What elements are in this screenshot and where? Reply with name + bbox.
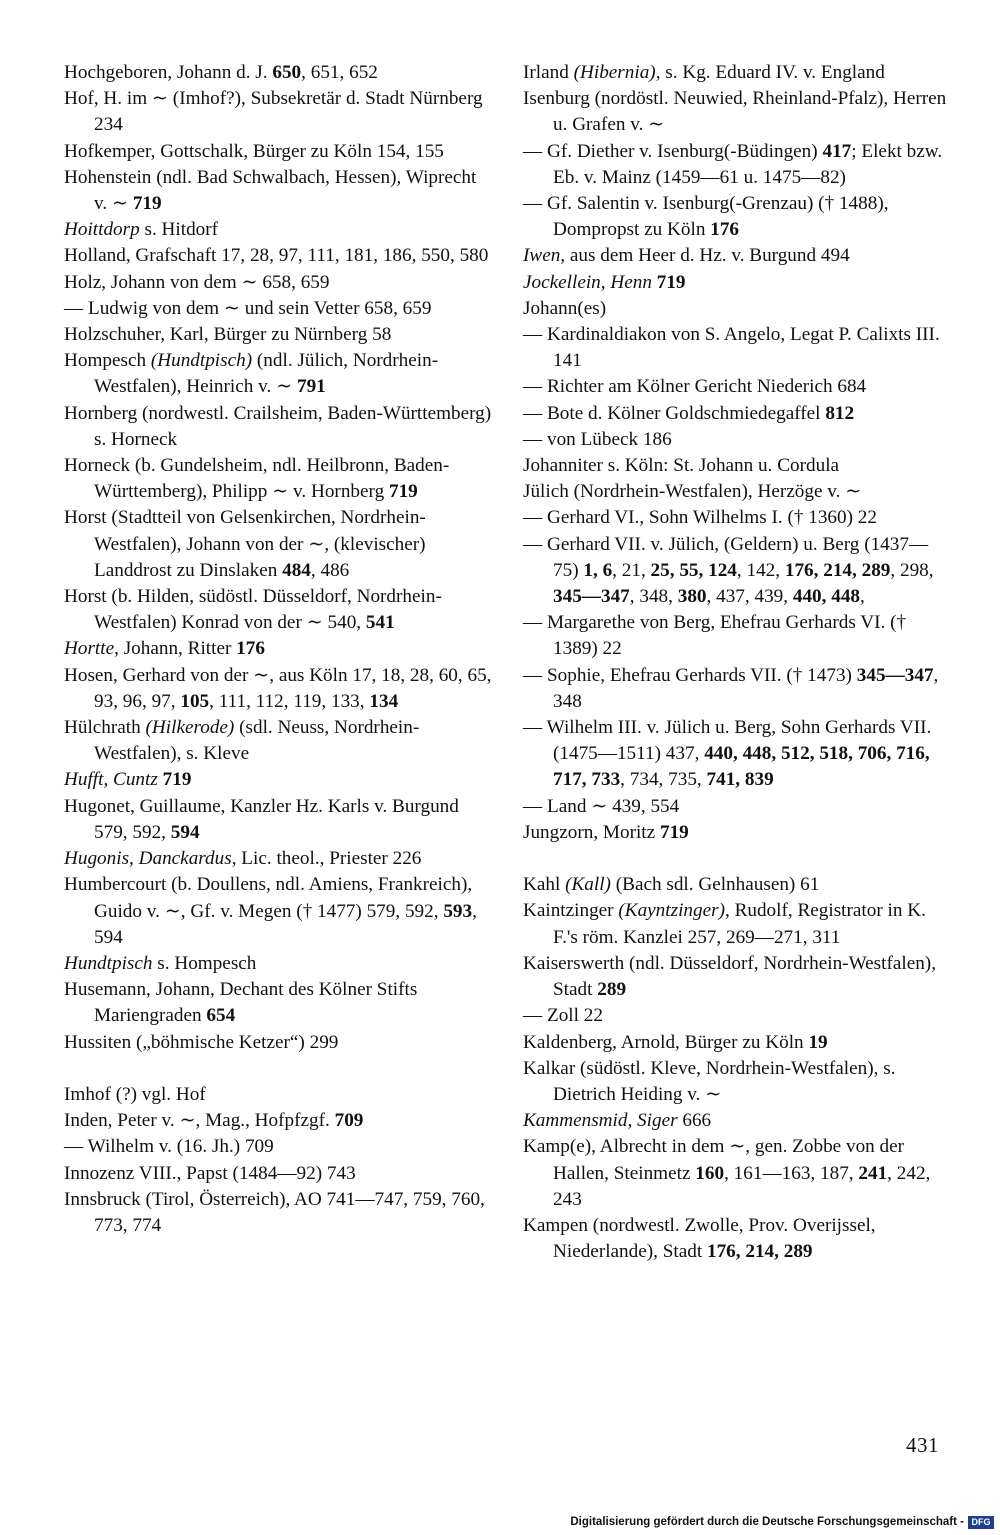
entry-text: Kaldenberg, Arnold, Bürger zu Köln xyxy=(523,1031,809,1053)
entry-text: Kalkar (südöstl. Kleve, Nordrhein-Westfalen), s. Dietrich Heiding v. ∼ xyxy=(523,1057,896,1105)
entry-text: Hochgeboren, Johann d. J. xyxy=(64,62,273,83)
entry-text: Hoittdorp xyxy=(64,219,140,241)
entry-text: Humbercourt (b. Doullens, ndl. Amiens, Frankreich), Guido v. ∼, Gf. v. Megen († 1477) 579, 592, xyxy=(64,874,473,922)
entry-text: Hugonet, Guillaume, Kanzler Hz. Karls v. Burgund 579, 592, xyxy=(64,795,459,843)
index-entry xyxy=(64,217,494,243)
index-entry xyxy=(523,191,951,243)
entry-text: 741, 839 xyxy=(706,769,774,791)
entry-text: , 298, xyxy=(890,559,934,581)
entry-text: 719 xyxy=(132,193,162,215)
entry-text: Hussiten („böhmische Ketzer“) 299 xyxy=(64,1031,339,1053)
entry-text: 134 xyxy=(369,690,399,712)
index-entry xyxy=(64,1134,494,1160)
entry-text: 105 xyxy=(180,690,210,712)
index-entry xyxy=(523,872,951,898)
page-number: 431 xyxy=(906,1433,939,1457)
index-entry xyxy=(64,846,494,872)
entry-text: 160 xyxy=(695,1162,725,1184)
index-entry xyxy=(64,401,494,453)
index-entry xyxy=(523,427,951,453)
index-entry xyxy=(64,1161,494,1187)
index-entry xyxy=(64,322,494,348)
index-entry xyxy=(64,243,494,269)
entry-text: Hortte xyxy=(64,638,115,660)
entry-text: — Richter am Kölner Gericht Niederich 684 xyxy=(523,376,867,398)
entry-text: Hosen, Gerhard von der ∼, aus Köln 17, 18, 28, 60, 65, 93, 96, 97, xyxy=(64,664,492,712)
entry-text: Holz, Johann von dem ∼ 658, 659 xyxy=(64,271,330,293)
entry-text: Hornberg (nordwestl. Crailsheim, Baden-Württemberg) s. Horneck xyxy=(64,402,492,450)
entry-text: Innsbruck (Tirol, Österreich), AO 741—747, 759, 760, 773, 774 xyxy=(64,1188,485,1236)
index-entry xyxy=(64,767,494,793)
entry-text: , 21, xyxy=(612,559,651,581)
entry-text: , 111, 112, 119, 133, xyxy=(209,690,370,712)
entry-text: Kampen (nordwestl. Zwolle, Prov. Overijssel, Niederlande), Stadt xyxy=(523,1214,876,1263)
index-entry xyxy=(523,951,951,1003)
entry-text: Isenburg (nordöstl. Neuwied, Rheinland-Pfalz), Herren u. Grafen v. ∼ xyxy=(523,88,947,136)
entry-text: 650 xyxy=(272,62,302,83)
entry-text: 654 xyxy=(206,1005,236,1027)
entry-text: 25, 55, 124 xyxy=(650,559,737,581)
entry-text: Holzschuher, Karl, Bürger zu Nürnberg 58 xyxy=(64,324,392,346)
entry-text: 719 xyxy=(656,271,686,293)
index-entry xyxy=(523,139,951,191)
index-entry xyxy=(523,610,951,662)
entry-text: Innozenz VIII., Papst (1484—92) 743 xyxy=(64,1162,356,1184)
entry-text: Hülchrath xyxy=(64,717,146,739)
index-entry xyxy=(523,243,951,269)
index-entry xyxy=(523,479,951,505)
index-entry xyxy=(523,1003,951,1029)
entry-text: s. Hompesch xyxy=(152,952,257,974)
entry-text: Imhof (?) vgl. Hof xyxy=(64,1083,206,1105)
index-entry xyxy=(523,453,951,479)
index-entry xyxy=(64,60,494,86)
entry-text: (Bach sdl. Gelnhausen) 61 xyxy=(610,874,820,896)
entry-text: Husemann, Johann, Dechant des Kölner Stifts Mariengraden xyxy=(64,979,418,1027)
entry-text: , Lic. theol., Priester 226 xyxy=(231,848,422,870)
entry-text: 709 xyxy=(334,1110,364,1132)
index-entry xyxy=(523,60,951,86)
entry-text: , 437, 439, xyxy=(706,586,793,608)
index-entry xyxy=(64,1082,494,1108)
entry-text: Irland xyxy=(523,62,574,83)
entry-text: — Kardinaldiakon von S. Angelo, Legat P. Calixts III. 141 xyxy=(523,324,940,372)
index-entry xyxy=(64,505,494,584)
index-entry xyxy=(523,663,951,715)
entry-text: 440, 448, 512, 518, 706, 716, 717, 733 xyxy=(553,743,930,791)
entry-text: ; Elekt bzw. Eb. v. Mainz (1459—61 u. 1475—82) xyxy=(553,140,943,188)
index-entry xyxy=(64,453,494,505)
entry-text: , aus dem Heer d. Hz. v. Burgund 494 xyxy=(560,245,850,267)
entry-text: Kaintzinger xyxy=(523,900,619,922)
index-entry xyxy=(64,794,494,846)
entry-text: 666 xyxy=(677,1110,712,1132)
entry-text: Holland, Grafschaft 17, 28, 97, 111, 181, 186, 550, 580 xyxy=(64,245,489,267)
entry-text: Horneck (b. Gundelsheim, ndl. Heilbronn, Baden-Württemberg), Philipp ∼ v. Hornberg xyxy=(64,455,450,503)
index-entry xyxy=(523,715,951,794)
entry-text: 176 xyxy=(236,638,265,660)
entry-text: 345—347 xyxy=(553,586,630,608)
index-entry xyxy=(64,296,494,322)
entry-text: 176, 214, 289 xyxy=(784,559,891,581)
index-entry xyxy=(64,1108,494,1134)
entry-text: — Gf. Diether v. Isenburg(-Büdingen) xyxy=(523,140,823,162)
entry-text: Hompesch xyxy=(64,350,151,372)
index-column-left xyxy=(64,60,494,1239)
entry-text: s. Hitdorf xyxy=(139,219,219,241)
entry-text: — Wilhelm v. (16. Jh.) 709 xyxy=(64,1136,274,1158)
index-entry xyxy=(64,951,494,977)
entry-text: 289 xyxy=(597,979,627,1001)
entry-text: Hohenstein (ndl. Bad Schwalbach, Hessen), Wiprecht v. ∼ xyxy=(64,166,477,215)
entry-text: Inden, Peter v. ∼, Mag., Hofpfzgf. xyxy=(64,1110,335,1132)
index-entry xyxy=(523,1108,951,1134)
entry-text: , 161—163, 187, xyxy=(724,1162,859,1184)
entry-text: — von Lübeck 186 xyxy=(523,428,672,450)
index-entry xyxy=(64,1030,494,1056)
footer-text: Digitalisierung gefördert durch die Deutsche Forschungsgemeinschaft - xyxy=(570,1516,964,1528)
entry-text: 176 xyxy=(710,219,740,241)
index-entry xyxy=(523,270,951,296)
entry-text: 812 xyxy=(825,402,855,424)
entry-text: (Hibernia) xyxy=(573,62,656,83)
entry-text: — Gerhard VII. v. Jülich, (Geldern) u. Berg (1437—75) xyxy=(523,533,929,581)
entry-text: (Hilkerode) xyxy=(145,717,235,739)
entry-text: Hufft, Cuntz xyxy=(64,769,158,791)
entry-text: (ndl. Jülich, Nordrhein-Westfalen), Heinrich v. ∼ xyxy=(94,350,439,398)
index-entry xyxy=(64,86,494,138)
entry-text: Jungzorn, Moritz xyxy=(523,821,660,843)
index-entry xyxy=(523,1134,951,1213)
entry-text: — Gerhard VI., Sohn Wilhelms I. († 1360) 22 xyxy=(523,507,877,529)
index-entry xyxy=(523,532,951,611)
index-entry xyxy=(64,584,494,636)
index-entry xyxy=(523,401,951,427)
entry-text: 541 xyxy=(365,612,395,634)
index-entry xyxy=(64,139,494,165)
entry-text: Hundtpisch xyxy=(64,952,153,974)
entry-text: Kamp(e), Albrecht in dem ∼, gen. Zobbe von der Hallen, Steinmetz xyxy=(523,1136,905,1184)
entry-text: 19 xyxy=(808,1031,828,1053)
index-entry xyxy=(64,348,494,400)
entry-text: , Rudolf, Registrator in K. F.'s röm. Kanzlei 257, 269—271, 311 xyxy=(553,900,926,948)
entry-text: 345—347 xyxy=(856,664,934,686)
index-entry xyxy=(523,1213,951,1265)
entry-text: 380 xyxy=(677,586,707,608)
entry-text: (Hundtpisch) xyxy=(150,350,253,372)
entry-text: — Sophie, Ehefrau Gerhards VII. († 1473) xyxy=(523,664,857,686)
index-entry xyxy=(523,505,951,531)
entry-text: — Gf. Salentin v. Isenburg(-Grenzau) († 1488), Dompropst zu Köln xyxy=(523,193,889,241)
entry-text: 241 xyxy=(858,1162,888,1184)
index-entry xyxy=(523,86,951,138)
entry-text: , 142, xyxy=(736,559,785,581)
index-entry xyxy=(64,270,494,296)
index-entry xyxy=(523,1030,951,1056)
entry-text: Jülich (Nordrhein-Westfalen), Herzöge v. ∼ xyxy=(523,481,862,503)
entry-text: , 486 xyxy=(310,559,350,581)
index-entry xyxy=(523,794,951,820)
entry-text: — Wilhelm III. v. Jülich u. Berg, Sohn Gerhards VII. (1475—1511) 437, xyxy=(523,717,932,765)
entry-text: — Margarethe von Berg, Ehefrau Gerhards VI. († 1389) 22 xyxy=(523,612,907,660)
index-entry xyxy=(523,296,951,322)
index-entry xyxy=(523,820,951,846)
index-column-right xyxy=(523,60,951,1265)
entry-text: 719 xyxy=(162,769,192,791)
entry-text: Hofkemper, Gottschalk, Bürger zu Köln 154, 155 xyxy=(64,140,444,162)
entry-text: 719 xyxy=(659,821,689,843)
entry-text: (sdl. Neuss, Nordrhein-Westfalen), s. Kleve xyxy=(94,717,420,765)
index-entry xyxy=(64,636,494,662)
index-entry xyxy=(64,165,494,217)
index-entry xyxy=(523,898,951,950)
entry-text: — Ludwig von dem ∼ und sein Vetter 658, 659 xyxy=(64,297,432,319)
index-entry xyxy=(523,322,951,374)
index-entry xyxy=(523,1056,951,1108)
entry-text: Horst (Stadtteil von Gelsenkirchen, Nordrhein-Westfalen), Johann von der ∼, (klevischer) Landdrost zu Dinslaken xyxy=(64,507,426,581)
entry-text: 593 xyxy=(443,900,473,922)
entry-text: Kahl xyxy=(523,874,566,896)
entry-text: (Kall) xyxy=(565,874,611,896)
entry-text: , 734, 735, xyxy=(620,769,707,791)
index-entry xyxy=(64,715,494,767)
entry-text: — Zoll 22 xyxy=(523,1005,603,1027)
index-entry xyxy=(523,374,951,400)
entry-text: , 348, xyxy=(629,586,678,608)
entry-text: , 242, 243 xyxy=(553,1162,931,1210)
entry-text: 719 xyxy=(388,481,418,503)
entry-text: , 348 xyxy=(553,664,939,712)
entry-text: Jockellein, Henn xyxy=(523,271,652,293)
entry-text: Johann(es) xyxy=(523,297,607,319)
entry-text: 440, 448 xyxy=(792,586,860,608)
entry-text: 1, 6 xyxy=(583,559,613,581)
entry-text: (Kayntzinger) xyxy=(618,900,725,922)
entry-text: 791 xyxy=(296,376,326,398)
entry-text: , 651, 652 xyxy=(301,62,378,83)
entry-text: — Land ∼ 439, 554 xyxy=(523,795,680,817)
dfg-logo: DFG xyxy=(968,1516,994,1529)
entry-text: , s. Kg. Eduard IV. v. England xyxy=(655,62,885,83)
entry-text: 594 xyxy=(170,821,200,843)
index-entry xyxy=(64,1187,494,1239)
entry-text: Iwen xyxy=(523,245,561,267)
entry-text: , xyxy=(860,586,865,608)
digitization-footer xyxy=(570,1513,994,1531)
entry-text: — Bote d. Kölner Goldschmiedegaffel xyxy=(523,402,826,424)
entry-text: Hugonis, Danckardus xyxy=(64,848,232,870)
entry-text: , Johann, Ritter xyxy=(114,638,237,660)
entry-text: Kaiserswerth (ndl. Düsseldorf, Nordrhein-Westfalen), Stadt xyxy=(523,952,936,1001)
entry-text: Johanniter s. Köln: St. Johann u. Cordula xyxy=(523,455,840,477)
entry-text: 484 xyxy=(282,559,311,581)
entry-text: 176, 214, 289 xyxy=(706,1241,813,1263)
index-entry xyxy=(64,872,494,951)
entry-text: 417 xyxy=(822,140,852,162)
index-entry xyxy=(64,977,494,1029)
entry-text: , 594 xyxy=(94,900,477,948)
entry-text: Hof, H. im ∼ (Imhof?), Subsekretär d. Stadt Nürnberg 234 xyxy=(64,88,483,136)
index-entry xyxy=(64,663,494,715)
entry-text: Horst (b. Hilden, südöstl. Düsseldorf, Nordrhein-Westfalen) Konrad von der ∼ 540, xyxy=(64,586,442,634)
entry-text: Kammensmid, Siger xyxy=(523,1110,678,1132)
